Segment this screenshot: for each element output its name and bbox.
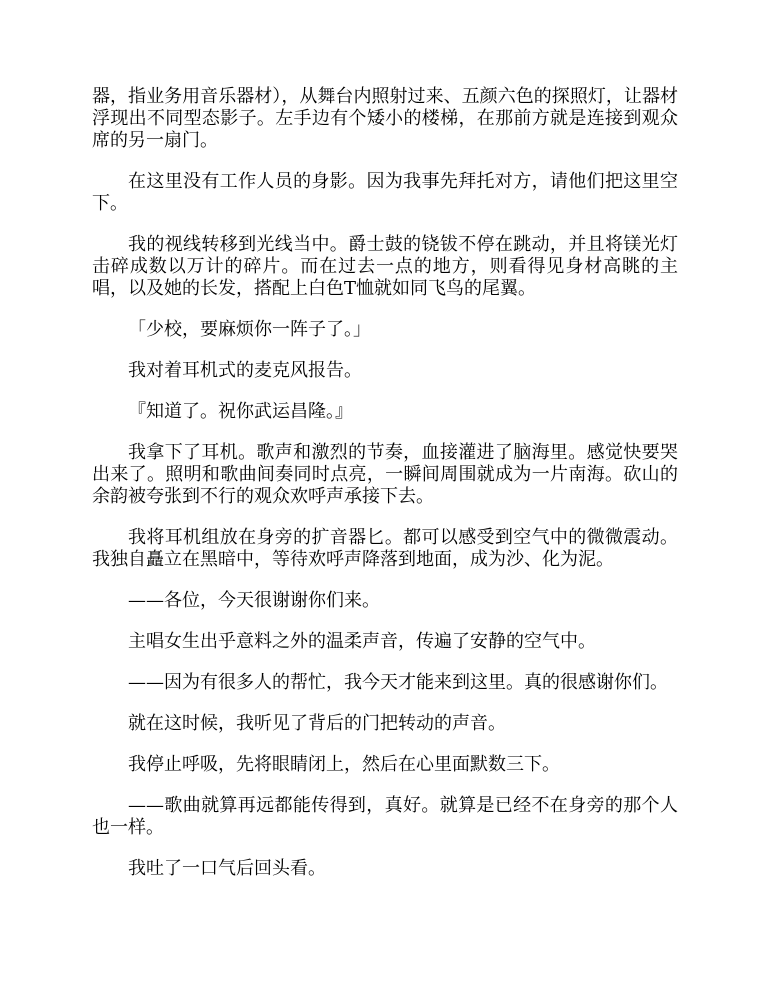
paragraph: ——歌曲就算再远都能传得到，真好。就算是已经不在身旁的那个人也一样。	[92, 795, 678, 838]
paragraph: 我吐了一口气后回头看。	[128, 858, 326, 879]
paragraph: 器，指业务用音乐器材），从舞台内照射过来、五颜六色的探照灯，让器材浮现出不同型态影子。左手边有个矮小的楼梯，在那前方就是连接到观众席的另一扇门。	[92, 86, 678, 151]
paragraph: 就在这时候，我听见了背后的门把转动的声音。	[128, 713, 506, 734]
paragraph: ——各位，今天很谢谢你们来。	[128, 590, 380, 611]
paragraph: 我对着耳机式的麦克风报告。	[128, 360, 362, 381]
paragraph: 我将耳机组放在身旁的扩音器匕。都可以感受到空气中的微微震动。我独自矗立在黑暗中，等待欢呼声降落到地面，成为沙、化为泥。	[92, 527, 678, 570]
paragraph: 在这里没有工作人员的身影。因为我事先拜托对方，请他们把这里空下。	[92, 171, 678, 214]
paragraph: 我停止呼吸，先将眼睛闭上，然后在心里面默数三下。	[128, 754, 560, 775]
paragraph: 主唱女生出乎意料之外的温柔声音，传遍了安静的空气中。	[128, 631, 596, 652]
document-body	[92, 86, 678, 899]
paragraph: 『知道了。祝你武运昌隆。』	[128, 401, 353, 422]
paragraph: ——因为有很多人的帮忙，我今天才能来到这里。真的很感谢你们。	[128, 672, 668, 693]
paragraph: 「少校，要麻烦你一阵子了。」	[128, 319, 371, 340]
paragraph: 我拿下了耳机。歌声和激烈的节奏，血接灌进了脑海里。感觉快要哭出来了。照明和歌曲间奏同时点亮，一瞬间周围就成为一片南海。砍山的余韵被夸张到不行的观众欢呼声承接下去。	[92, 442, 678, 507]
paragraph: 我的视线转移到光线当中。爵士鼓的铙钹不停在跳动，并且将镁光灯击碎成数以万计的碎片。而在过去一点的地方，则看得见身材高眺的主唱，以及她的长发，搭配上白色T恤就如同飞鸟的尾翼。	[92, 234, 678, 299]
